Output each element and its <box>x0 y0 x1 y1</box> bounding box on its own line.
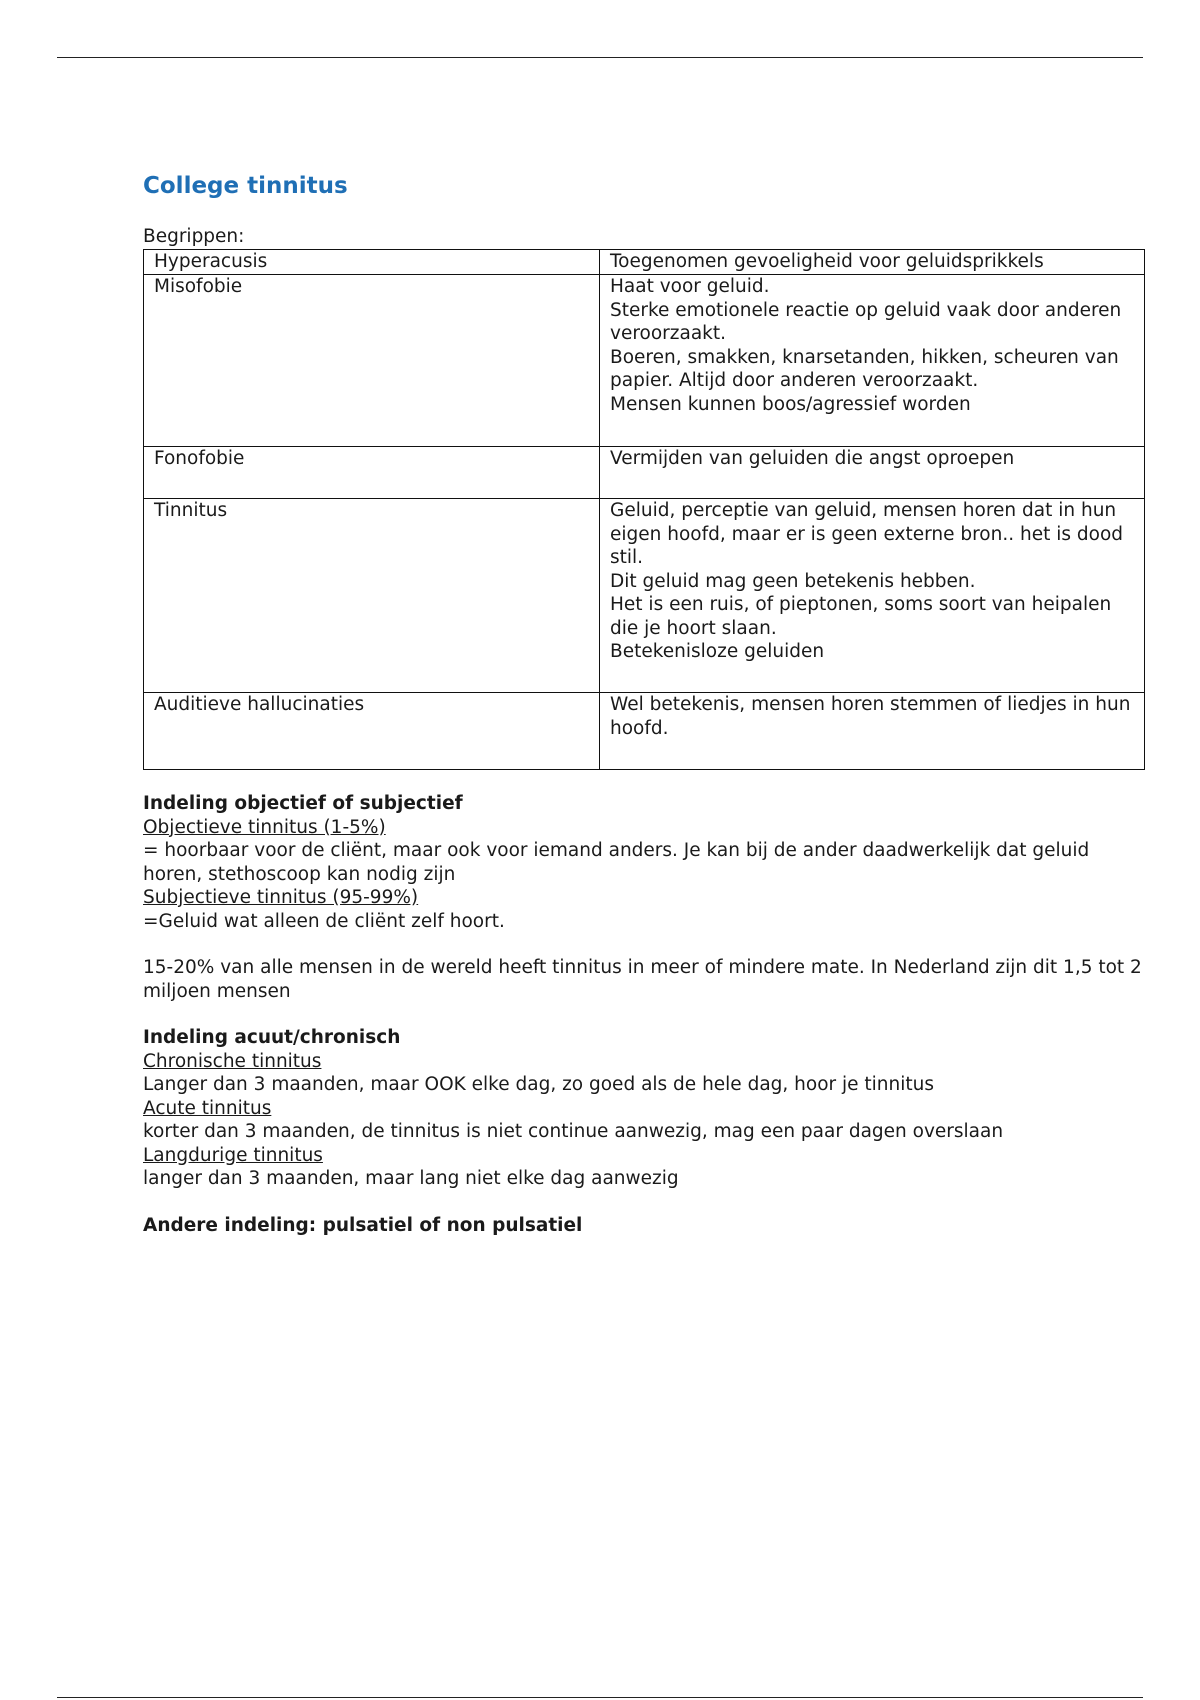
description-cell <box>600 499 1145 693</box>
footer-rule <box>57 1697 1143 1698</box>
table-row <box>144 499 1145 693</box>
table-row <box>144 250 1145 275</box>
term-cell: Hyperacusis <box>144 250 600 275</box>
term-cell: Misofobie <box>144 275 600 447</box>
description-line: Mensen kunnen boos/agressief worden <box>610 393 971 415</box>
subheading: Subjectieve tinnitus (95-99%) <box>143 887 419 908</box>
terms-table <box>143 249 1145 770</box>
section-heading: Andere indeling: pulsatiel of non pulsatiel <box>143 1214 583 1236</box>
term-cell: Auditieve hallucinaties <box>144 693 600 770</box>
description-line: Vermijden van geluiden die angst oproepen <box>610 448 1015 469</box>
section-objective-subjective <box>143 792 1144 933</box>
paragraph: =Geluid wat alleen de cliënt zelf hoort. <box>143 910 505 932</box>
terms-intro: Begrippen: <box>143 226 245 247</box>
table-row <box>144 275 1145 447</box>
page-title: College tinnitus <box>143 173 348 199</box>
paragraph: = hoorbaar voor de cliënt, maar ook voor iemand anders. Je kan bij de ander daadwerkelijk dat geluid horen, stethoscoop kan nodig zijn <box>143 840 1090 885</box>
description-cell <box>600 693 1145 770</box>
term-cell: Fonofobie <box>144 447 600 499</box>
paragraph: korter dan 3 maanden, de tinnitus is niet continue aanwezig, mag een paar dagen overslaan <box>143 1121 1004 1142</box>
table-row <box>144 447 1145 499</box>
description-cell <box>600 275 1145 447</box>
paragraph: Langer dan 3 maanden, maar OOK elke dag, zo goed als de hele dag, hoor je tinnitus <box>143 1074 935 1095</box>
section-heading: Indeling acuut/chronisch <box>143 1027 401 1048</box>
term-cell: Tinnitus <box>144 499 600 693</box>
description-line: Toegenomen gevoeligheid voor geluidsprikkels <box>610 251 1044 272</box>
prevalence-paragraph: 15-20% van alle mensen in de wereld heeft tinnitus in meer of mindere mate. In Nederland zijn dit 1,5 tot 2 miljoen mensen <box>143 957 1142 1002</box>
section-pulsatile <box>143 1214 1144 1238</box>
subheading: Langdurige tinnitus <box>143 1144 323 1166</box>
subheading: Objectieve tinnitus (1-5%) <box>143 816 386 838</box>
description-line: Boeren, smakken, knarsetanden, hikken, scheuren van papier. Altijd door anderen veroorzaakt. <box>610 346 1119 391</box>
paragraph: langer dan 3 maanden, maar lang niet elke dag aanwezig <box>143 1168 679 1189</box>
subheading: Acute tinnitus <box>143 1097 272 1119</box>
description-line: Sterke emotionele reactie op geluid vaak door anderen veroorzaakt. <box>610 299 1122 344</box>
description-line: Betekenisloze geluiden <box>610 641 825 662</box>
description-cell <box>600 250 1145 275</box>
description-line: Geluid, perceptie van geluid, mensen horen dat in hun eigen hoofd, maar er is geen externe bron.. het is dood stil. <box>610 500 1124 568</box>
section-acute-chronic <box>143 1026 1144 1191</box>
document-body <box>143 168 1144 1237</box>
subheading: Chronische tinnitus <box>143 1050 322 1072</box>
description-line: Het is een ruis, of pieptonen, soms soort van heipalen die je hoort slaan. <box>610 594 1112 639</box>
description-line: Haat voor geluid. <box>610 276 770 297</box>
table-row <box>144 693 1145 770</box>
description-line: Dit geluid mag geen betekenis hebben. <box>610 570 976 592</box>
description-cell <box>600 447 1145 499</box>
description-line: Wel betekenis, mensen horen stemmen of liedjes in hun hoofd. <box>610 694 1131 739</box>
section-heading: Indeling objectief of subjectief <box>143 793 463 814</box>
header-rule <box>57 57 1143 58</box>
